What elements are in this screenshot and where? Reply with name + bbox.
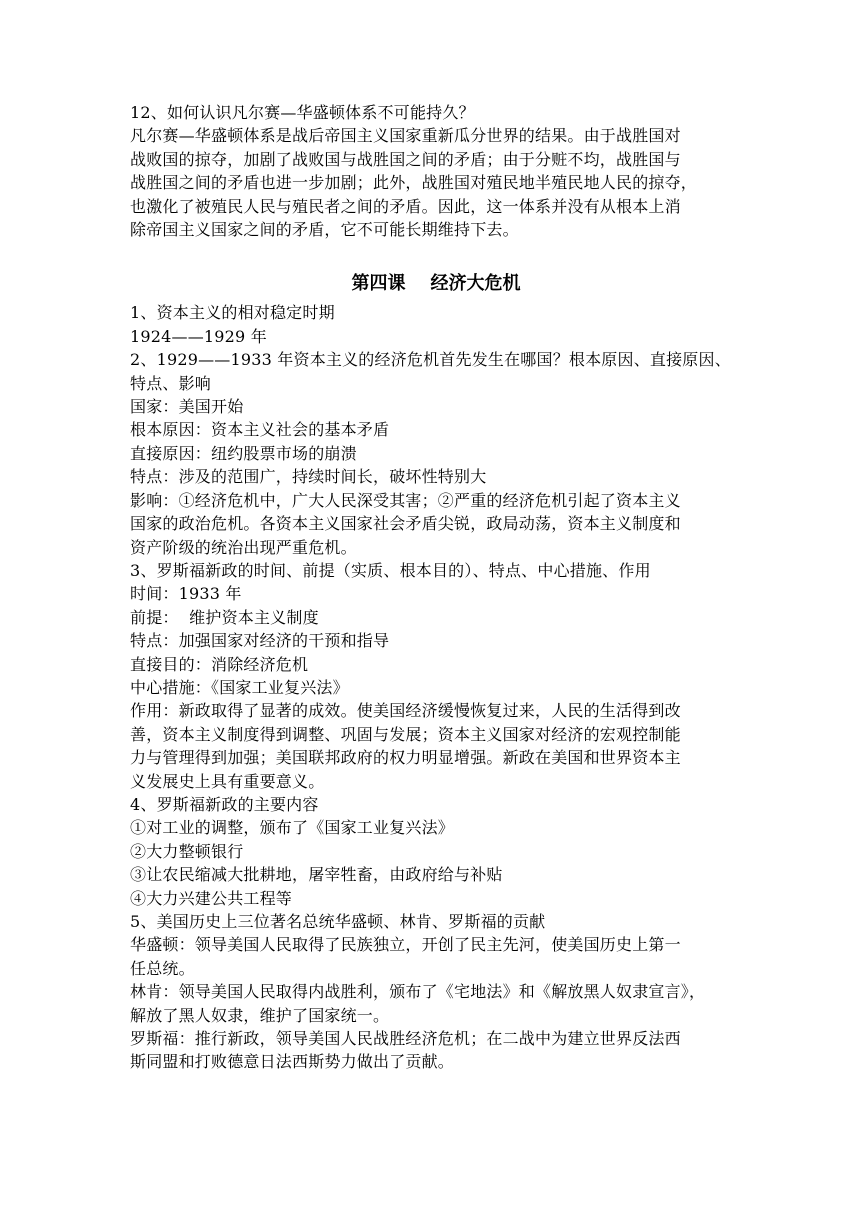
body-line: 华盛顿：领导美国人民取得了民族独立，开创了民主先河，使美国历史上第一 — [130, 935, 681, 955]
document-page — [130, 101, 742, 1074]
body-line: 3、罗斯福新政的时间、前提（实质、根本目的）、特点、中心措施、作用 — [130, 560, 651, 580]
body-line: 直接原因：纽约股票市场的崩溃 — [130, 443, 357, 463]
answer-line: 战败国的掠夺，加剧了战败国与战胜国之间的矛盾；由于分赃不均，战胜国与 — [130, 149, 681, 169]
body-line: 1、资本主义的相对稳定时期 — [130, 303, 335, 323]
body-line: 1924——1929 年 — [130, 326, 267, 346]
body-line: 作用：新政取得了显著的成效。使美国经济缓慢恢复过来，人民的生活得到改 — [130, 701, 681, 721]
body-line: ①对工业的调整，颁布了《国家工业复兴法》 — [130, 818, 455, 838]
body-line: 影响：①经济危机中，广大人民深受其害；②严重的经济危机引起了资本主义 — [130, 490, 681, 510]
lesson-title: 第四课 经济大危机 — [351, 273, 521, 295]
body-line: ③让农民缩减大批耕地，屠宰牲畜，由政府给与补贴 — [130, 865, 503, 885]
answer-line: 也激化了被殖民人民与殖民者之间的矛盾。因此，这一体系并没有从根本上消 — [130, 196, 681, 216]
body-line: ②大力整顿银行 — [130, 841, 244, 861]
body-line: 国家的政治危机。各资本主义国家社会矛盾尖锐，政局动荡，资本主义制度和 — [130, 514, 681, 534]
question-heading: 12、如何认识凡尔赛—华盛顿体系不可能持久？ — [130, 103, 475, 122]
body-line: 4、罗斯福新政的主要内容 — [130, 794, 319, 814]
body-line: 直接目的：消除经济危机 — [130, 654, 309, 674]
answer-line: 凡尔赛—华盛顿体系是战后帝国主义国家重新瓜分世界的结果。由于战胜国对 — [130, 126, 681, 146]
body-line: 5、美国历史上三位著名总统华盛顿、林肯、罗斯福的贡献 — [130, 912, 546, 931]
body-line: 特点：涉及的范围广，持续时间长，破坏性特别大 — [130, 467, 487, 487]
body-line: 力与管理得到加强；美国联邦政府的权力明显增强。新政在美国和世界资本主 — [130, 748, 681, 768]
body-line: 善，资本主义制度得到调整、巩固与发展；资本主义国家对经济的宏观控制能 — [130, 724, 681, 744]
body-line: 义发展史上具有重要意义。 — [130, 771, 325, 791]
body-line: 根本原因：资本主义社会的基本矛盾 — [130, 420, 390, 440]
body-line: 罗斯福：推行新政，领导美国人民战胜经济危机；在二战中为建立世界反法西 — [130, 1029, 681, 1049]
body-line: 资产阶级的统治出现严重危机。 — [130, 537, 357, 557]
body-line: 中心措施：《国家工业复兴法》 — [130, 677, 349, 697]
body-line: 时间：1933 年 — [130, 584, 242, 604]
body-line: 2、1929——1933 年资本主义的经济危机首先发生在哪国？根本原因、直接原因、 — [130, 350, 731, 370]
body-line: 任总统。 — [130, 958, 195, 978]
body-line: 国家：美国开始 — [130, 397, 244, 417]
body-line: 林肯：领导美国人民取得内战胜利，颁布了《宅地法》和《解放黑人奴隶宣言》， — [130, 982, 706, 1002]
answer-line: 除帝国主义国家之间的矛盾，它不可能长期维持下去。 — [130, 220, 519, 240]
body-line: 前提： 维护资本主义制度 — [130, 607, 319, 627]
body-line: 斯同盟和打败德意日法西斯势力做出了贡献。 — [130, 1052, 455, 1072]
body-line: ④大力兴建公共工程等 — [130, 888, 293, 908]
answer-line: 战胜国之间的矛盾也进一步加剧；此外，战胜国对殖民地半殖民地人民的掠夺， — [130, 173, 698, 193]
body-line: 特点：加强国家对经济的干预和指导 — [130, 631, 390, 651]
body-line: 特点、影响 — [130, 373, 212, 393]
body-line: 解放了黑人奴隶，维护了国家统一。 — [130, 1005, 390, 1025]
